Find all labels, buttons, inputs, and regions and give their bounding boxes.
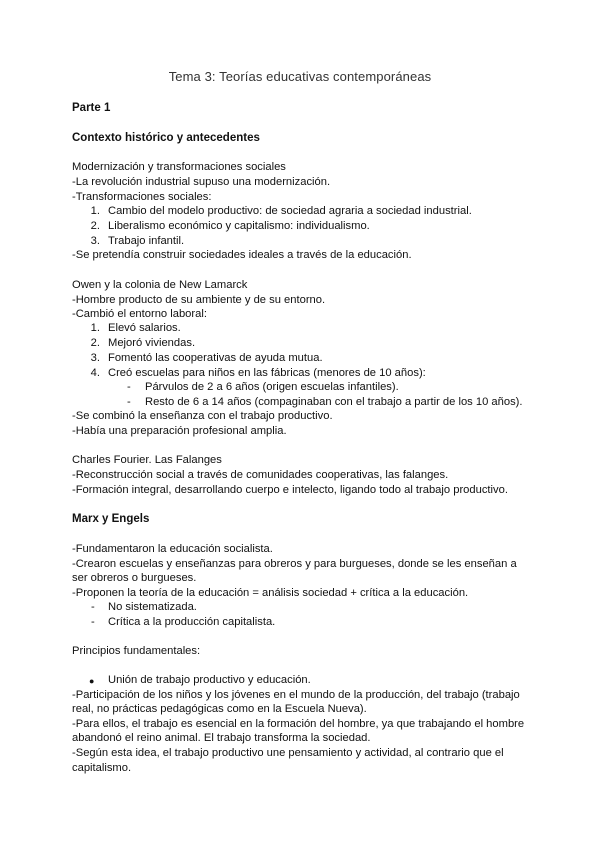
paragraph-line: -Cambió el entorno laboral: xyxy=(72,308,207,320)
paragraph-line: ser obreros o burgueses. xyxy=(72,572,197,584)
list-text: Trabajo infantil. xyxy=(108,235,185,247)
subheading-fourier: Charles Fourier. Las Falanges xyxy=(72,454,222,466)
paragraph-line: -Fundamentaron la educación socialista. xyxy=(72,543,273,555)
paragraph-line: -Se combinó la enseñanza con el trabajo productivo. xyxy=(72,410,333,422)
bullet-text: Unión de trabajo productivo y educación. xyxy=(108,674,311,686)
bullet-marker: ● xyxy=(89,676,95,686)
list-number: 4. xyxy=(90,367,100,379)
sub-list-text: Crítica a la producción capitalista. xyxy=(108,616,276,628)
paragraph-line: -Según esta idea, el trabajo productivo une pensamiento y actividad, al contrario que el xyxy=(72,747,504,759)
paragraph-line: -Crearon escuelas y enseñanzas para obreros y para burgueses, donde se les enseñan a xyxy=(72,558,517,570)
list-number: 3. xyxy=(90,235,100,247)
subheading-principios: Principios fundamentales: xyxy=(72,645,201,657)
list-number: 3. xyxy=(90,352,100,364)
paragraph-line: -Transformaciones sociales: xyxy=(72,191,212,203)
paragraph-line: -Había una preparación profesional amplia. xyxy=(72,425,287,437)
sub-list-text: Párvulos de 2 a 6 años (origen escuelas infantiles). xyxy=(145,381,399,393)
list-text: Elevó salarios. xyxy=(108,322,181,334)
paragraph-line: -Reconstrucción social a través de comunidades cooperativas, las falanges. xyxy=(72,469,449,481)
paragraph-line: capitalismo. xyxy=(72,762,132,774)
dash-marker: - xyxy=(91,616,95,628)
dash-marker: - xyxy=(127,381,131,393)
paragraph-line: -Se pretendía construir sociedades ideales a través de la educación. xyxy=(72,249,412,261)
document-title: Tema 3: Teorías educativas contemporáneas xyxy=(168,69,432,84)
section-heading-contexto: Contexto histórico y antecedentes xyxy=(72,132,260,144)
sub-list-text: Resto de 6 a 14 años (compaginaban con el trabajo a partir de los 10 años). xyxy=(145,396,523,408)
dash-marker: - xyxy=(91,601,95,613)
paragraph-line: -Formación integral, desarrollando cuerpo e intelecto, ligando todo al trabajo productivo. xyxy=(72,484,508,496)
paragraph-line: real, no prácticas pedagógicas como en la Escuela Nueva). xyxy=(72,703,367,715)
list-number: 2. xyxy=(90,220,100,232)
sub-list-text: No sistematizada. xyxy=(108,601,197,613)
list-text: Fomentó las cooperativas de ayuda mutua. xyxy=(108,352,323,364)
paragraph-line: -Proponen la teoría de la educación = análisis sociedad + crítica a la educación. xyxy=(72,587,469,599)
list-text: Creó escuelas para niños en las fábricas (menores de 10 años): xyxy=(108,367,426,379)
parte-heading: Parte 1 xyxy=(72,102,111,114)
list-number: 1. xyxy=(90,322,100,334)
subheading-owen: Owen y la colonia de New Lamarck xyxy=(72,279,248,291)
paragraph-line: -Hombre producto de su ambiente y de su entorno. xyxy=(72,294,326,306)
paragraph-line: abandonó el reino animal. El trabajo transforma la sociedad. xyxy=(72,732,371,744)
subheading-modernizacion: Modernización y transformaciones sociales xyxy=(72,161,286,173)
paragraph-line: -La revolución industrial supuso una modernización. xyxy=(72,176,331,188)
list-number: 2. xyxy=(90,337,100,349)
section-heading-marx: Marx y Engels xyxy=(72,513,150,525)
list-text: Mejoró viviendas. xyxy=(108,337,196,349)
list-text: Liberalismo económico y capitalismo: individualismo. xyxy=(108,220,370,232)
list-text: Cambio del modelo productivo: de sociedad agraria a sociedad industrial. xyxy=(108,205,472,217)
dash-marker: - xyxy=(127,396,131,408)
paragraph-line: -Participación de los niños y los jóvenes en el mundo de la producción, del trabajo (trabajo xyxy=(72,689,520,701)
list-number: 1. xyxy=(90,205,100,217)
paragraph-line: -Para ellos, el trabajo es esencial en la formación del hombre, ya que trabajando el hombre xyxy=(72,718,525,730)
